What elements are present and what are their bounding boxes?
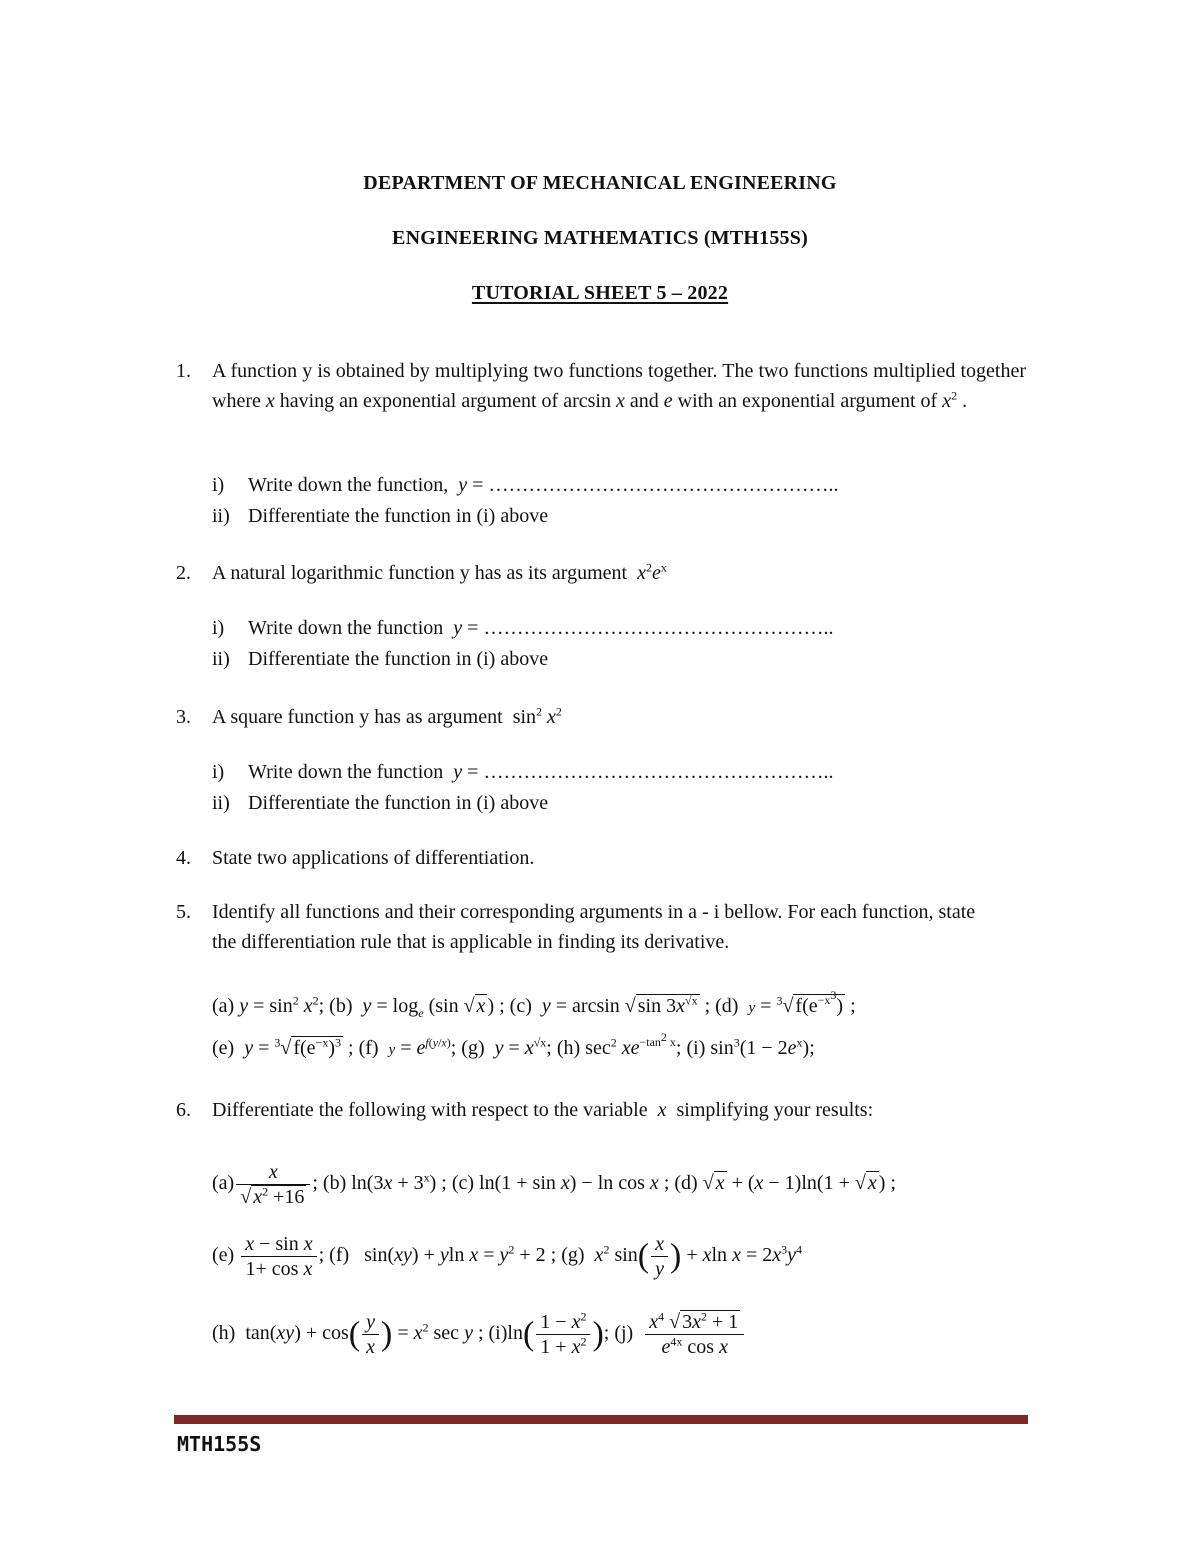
q6-expressions-row-1: (a) $\frac{x}{√ x^2 +16}$ ; (b) $\ln(3x + 3^x)$ ; (c) ln(1 + sin x) − ln cos x ; (d) √ x + (x − 1)ln(1 + √ x ) ; [212, 1161, 896, 1208]
q3-sub-ii: ii) Differentiate the function in (i) above [212, 792, 549, 814]
q6-expressions-row-2: (e) $\frac{\text{x − sin x}}{\text{1+ cos x}}$ ; (f) sin(xy) + yln $x = y^2 + 2$ ; (g) $x^2$ sin( $\frac{x}{y}$ ) + xln $x = 2x^3y^4$ [212, 1233, 803, 1280]
footer-course-code: MTH155S [177, 1432, 262, 1456]
question-number: 1. [176, 360, 191, 382]
course-heading: ENGINEERING MATHEMATICS (MTH155S) [392, 227, 808, 249]
question-5: 5. Identify all functions and their corresponding arguments in a - i bellow. For each function, state the differentiation rule that is applicable in finding its derivative. [176, 901, 976, 953]
question-2: 2. A natural logarithmic function y has as its argument $x^2e^x$ [176, 560, 667, 584]
q3-sub-i: i) Write down the function y = …………………………………………….. [212, 761, 834, 783]
question-text: A function y is obtained by multiplying two functions together. The two functions multiplied together where x having an exponential argument of arcsin x and e with an exponential argument of $x^2$ . [212, 360, 1026, 412]
q5-expressions-row-1: (a) $y = \sin^2 x^2$; (b) $y = \log_e (\sin$ √ x ) ; (c) y = arcsin √ $\sin 3x^{√x}$ ; (d) y = $^3$√ $f(e^{-x^3})$ ; [212, 988, 856, 1020]
q1-sub-i: i) Write down the function, y = …………………………………………….. [212, 474, 839, 496]
footer-divider [174, 1415, 1028, 1424]
question-3: 3. A square function y has as argument $\sin^2 x^2$ [176, 704, 562, 728]
department-heading: DEPARTMENT OF MECHANICAL ENGINEERING [363, 172, 837, 194]
q2-sub-ii: ii) Differentiate the function in (i) above [212, 648, 549, 670]
q2-sub-i: i) Write down the function y = …………………………………………….. [212, 617, 834, 639]
tutorial-sheet-title: TUTORIAL SHEET 5 – 2022 [471, 282, 729, 304]
q5-expressions-row-2: (e) y = $^3$√ $f(e^{-x})^3$ ; (f) $y = e^{f(y/x)}$; (g) $y = x^{√x}$; (h) $\sec^2 xe^{-tan^2 x}$; (i) $\sin^3(1 - 2e^x)$; [212, 1030, 815, 1059]
question-1 [176, 356, 1026, 416]
question-4: 4. State two applications of differentiation. [176, 847, 535, 869]
q6-expressions-row-3: (h) tan(xy) + cos( $\frac{y}{x}$ ) = $x^2$ sec y ; (i)ln( $\frac{1 - x^2}{1 + x^2}$ ); (j) $\frac{x^4 √ 3x^2 + 1}{e^{4x} \cos x}$ [212, 1310, 746, 1359]
question-6: 6. Differentiate the following with respect to the variable x simplifying your results: [176, 1099, 874, 1121]
q1-sub-ii: ii) Differentiate the function in (i) above [212, 505, 549, 527]
